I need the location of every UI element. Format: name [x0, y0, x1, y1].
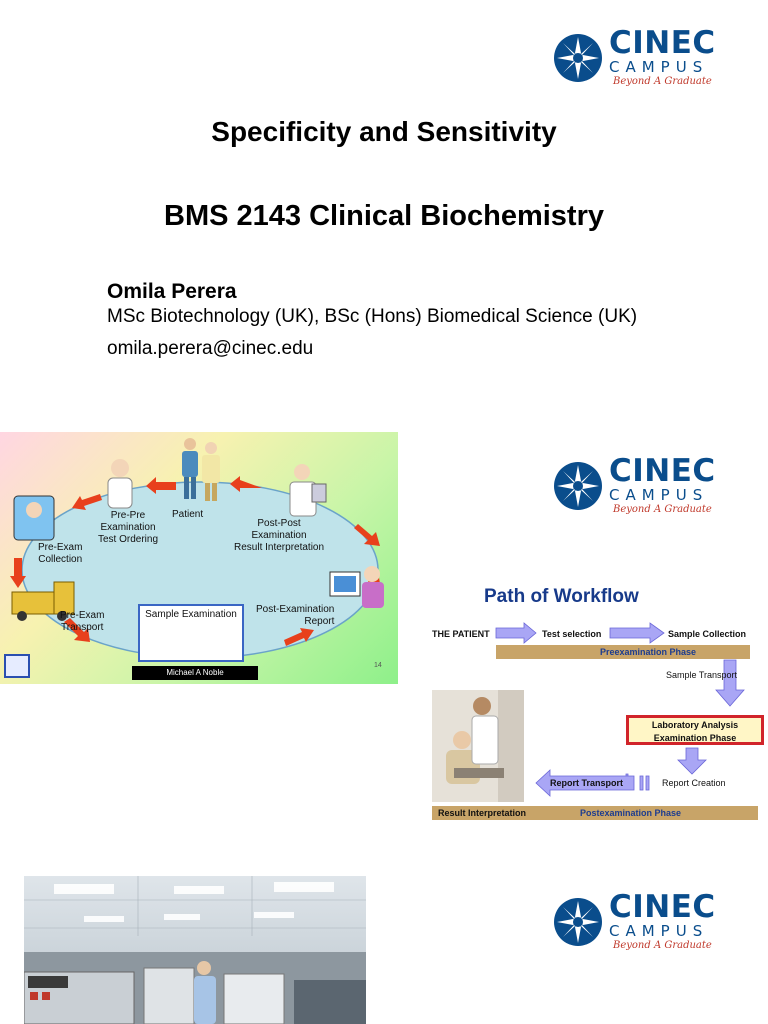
workflow-arrows [428, 578, 760, 826]
doctor-figure [108, 459, 132, 508]
wf-report-creation: Report Creation [662, 778, 726, 788]
workflow-diagram [428, 578, 760, 826]
wf-examination-phase: Examination Phase [653, 733, 737, 743]
star-compass-icon [553, 461, 603, 511]
label-patient: Patient [172, 509, 204, 520]
cinec-logo [553, 889, 716, 951]
logo-tagline: Beyond A Graduate [613, 76, 712, 87]
wf-lab-analysis: Laboratory Analysis [651, 720, 739, 730]
label-post-post-examination: Post-Post Examination Result Interpretation [234, 518, 325, 553]
logo-sub: CAMPUS [609, 486, 709, 504]
wf-postexamination-phase: Postexamination Phase [580, 808, 682, 818]
slide-workflow [0, 410, 768, 850]
label-sample-examination: Sample Examination [145, 609, 237, 620]
wf-sample-collection: Sample Collection [668, 629, 747, 639]
wf-result-interpretation: Result Interpretation [438, 808, 527, 818]
wf-report-transport: Report Transport [550, 778, 624, 788]
star-compass-icon [553, 897, 603, 947]
doctor-patient-photo [432, 690, 524, 802]
workflow-title: Path of Workflow [484, 586, 639, 607]
logo-sub: CAMPUS [609, 922, 709, 940]
nurse-figure [14, 496, 54, 540]
slide-title [0, 0, 768, 410]
laboratory-photo-graphic [24, 876, 366, 1024]
author-name: Omila Perera [107, 280, 237, 303]
cinec-logo [553, 453, 716, 515]
label-post-examination: Post-Examination Report [256, 604, 335, 627]
slide-title-text: Specificity and Sensitivity [211, 116, 557, 147]
laboratory-analysis-box [626, 715, 764, 745]
wf-test-selection: Test selection [542, 629, 602, 639]
logo-name: CINEC [609, 25, 716, 61]
logo-name: CINEC [609, 889, 716, 925]
label-pre-pre-examination: Pre-Pre Examination Test Ordering [98, 510, 159, 545]
wf-preexamination-phase: Preexamination Phase [600, 647, 697, 657]
label-pre-exam-collection: Pre-Exam Collection [38, 542, 83, 565]
author-email[interactable]: omila.perera@cinec.edu [107, 338, 314, 359]
logo-tagline: Beyond A Graduate [613, 940, 712, 951]
wf-the-patient: THE PATIENT [432, 629, 490, 639]
logo-sub: CAMPUS [609, 58, 709, 76]
credit-label: Michael A Noble [132, 666, 258, 680]
page-number: 14 [374, 662, 382, 669]
label-pre-exam-transport: Pre-Exam Transport [60, 610, 105, 633]
sample-examination-box [138, 604, 244, 662]
wf-sample-transport: Sample Transport [666, 670, 738, 680]
logo-tagline: Beyond A Graduate [613, 504, 712, 515]
logo-name: CINEC [609, 453, 716, 489]
star-compass-icon [553, 33, 603, 83]
cinec-logo [553, 25, 716, 87]
slide-laboratory [0, 850, 768, 1024]
laboratory-cycle-diagram [0, 432, 398, 684]
laboratory-photo [24, 876, 366, 1024]
course-title: BMS 2143 Clinical Biochemistry [164, 200, 604, 232]
q-logo [4, 654, 30, 678]
author-qualifications: MSc Biotechnology (UK), BSc (Hons) Biomedical Science (UK) [107, 306, 638, 327]
